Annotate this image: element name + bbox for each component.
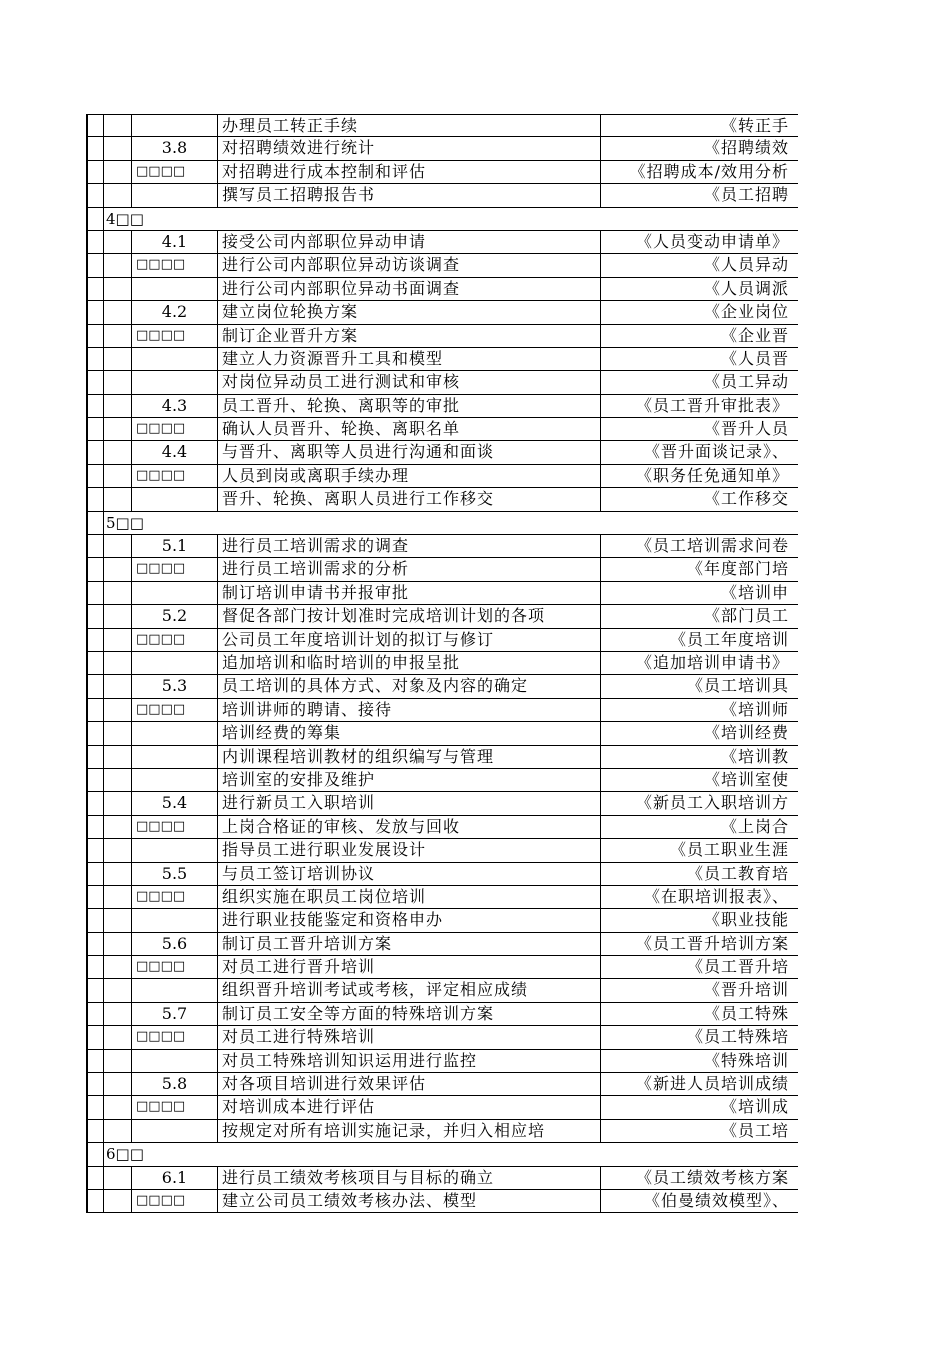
section-label: 5□□: [106, 513, 144, 532]
item-number: [132, 909, 218, 931]
cell-margin: [86, 1003, 104, 1025]
cell-margin: [86, 863, 104, 885]
task-description: 晋升、轮换、离职人员进行工作移交: [218, 488, 601, 510]
task-description: 接受公司内部职位异动申请: [218, 231, 601, 253]
item-number: [132, 746, 218, 768]
document-name: 《新员工入职培训方: [635, 793, 789, 813]
task-description: 对培训成本进行评估: [218, 1096, 601, 1118]
cell-margin: [86, 1167, 104, 1189]
cell-margin: [86, 1190, 104, 1212]
cell-margin: [86, 115, 104, 136]
item-number: □□□□: [132, 161, 218, 183]
table-row: [86, 114, 798, 137]
cell-blank: [104, 371, 132, 393]
task-description: 建立岗位轮换方案: [218, 301, 601, 323]
item-number: □□□□: [132, 325, 218, 347]
table-row: [86, 395, 798, 418]
cell-blank: [104, 933, 132, 955]
cell-blank: [104, 1073, 132, 1095]
table-row: [86, 161, 798, 184]
table-row: [86, 1050, 798, 1073]
table-row: [86, 605, 798, 628]
document-name: 《招聘绩效: [703, 138, 789, 158]
table-row: [86, 1120, 798, 1143]
cell-blank: [104, 863, 132, 885]
cell-blank: [104, 535, 132, 557]
cell-margin: [86, 441, 104, 463]
item-number: 5.2: [132, 605, 218, 627]
cell-margin: [86, 1096, 104, 1118]
item-number: [132, 1050, 218, 1072]
table-row: [86, 1026, 798, 1049]
task-description: 培训经费的筹集: [218, 722, 601, 744]
task-description: 制订员工安全等方面的特殊培训方案: [218, 1003, 601, 1025]
document-name: 《员工年度培训: [669, 629, 789, 649]
cell-blank: [104, 792, 132, 814]
item-number: □□□□: [132, 956, 218, 978]
task-description: 进行公司内部职位异动书面调查: [218, 278, 601, 300]
task-description: 进行员工培训需求的调查: [218, 535, 601, 557]
table-row: [86, 325, 798, 348]
cell-blank: [104, 1050, 132, 1072]
document-name: 《培训成: [720, 1097, 789, 1117]
cell-margin: [86, 746, 104, 768]
task-description: 组织实施在职员工岗位培训: [218, 886, 601, 908]
item-number: [132, 979, 218, 1001]
item-number: [132, 348, 218, 370]
task-description: 内训课程培训教材的组织编写与管理: [218, 746, 601, 768]
cell-blank: [104, 979, 132, 1001]
document-name: 《转正手: [720, 116, 789, 135]
table-row: [86, 301, 798, 324]
document-name: 《员工特殊培: [686, 1027, 789, 1047]
cell-blank: [104, 1096, 132, 1118]
item-number: [132, 488, 218, 510]
item-number: [132, 582, 218, 604]
cell-margin: [86, 886, 104, 908]
document-name: 《晋升面谈记录》、: [643, 442, 789, 462]
cell-margin: [86, 137, 104, 159]
document-name: 《培训师: [720, 699, 789, 719]
table-row: [86, 278, 798, 301]
table-row: [86, 254, 798, 277]
task-description: 与晋升、离职等人员进行沟通和面谈: [218, 441, 601, 463]
cell-blank: [104, 231, 132, 253]
document-name: 《伯曼绩效模型》、: [643, 1190, 789, 1210]
cell-blank: [104, 418, 132, 440]
task-description: 上岗合格证的审核、发放与回收: [218, 816, 601, 838]
cell-blank: [104, 325, 132, 347]
document-name: 《员工异动: [703, 372, 789, 392]
task-description: 对各项目培训进行效果评估: [218, 1073, 601, 1095]
task-description: 与员工签订培训协议: [218, 863, 601, 885]
table-row: [86, 956, 798, 979]
document-name: 《员工晋升培训方案: [635, 933, 789, 953]
cell-blank: [104, 137, 132, 159]
table-row: [86, 675, 798, 698]
document-name: 《培训经费: [703, 723, 789, 743]
task-description: 组织晋升培训考试或考核，评定相应成绩: [218, 979, 601, 1001]
item-number: 6.1: [132, 1167, 218, 1189]
item-number: [132, 652, 218, 674]
table-row: [86, 979, 798, 1002]
cell-blank: [104, 582, 132, 604]
document-name: 《人员变动申请单》: [635, 231, 789, 251]
cell-margin: [86, 395, 104, 417]
cell-blank: [104, 746, 132, 768]
cell-blank: [104, 278, 132, 300]
cell-blank: [104, 722, 132, 744]
cell-margin: [86, 909, 104, 931]
table-row: [86, 418, 798, 441]
cell-blank: [104, 395, 132, 417]
task-description: 对员工进行特殊培训: [218, 1026, 601, 1048]
item-number: 5.8: [132, 1073, 218, 1095]
item-number: [132, 722, 218, 744]
document-name: 《员工培训需求问卷: [635, 536, 789, 556]
table-row: [86, 839, 798, 862]
table-row: [86, 231, 798, 254]
cell-margin: [86, 465, 104, 487]
document-name: 《人员晋: [720, 348, 789, 368]
task-description: 按规定对所有培训实施记录，并归入相应培: [218, 1120, 601, 1142]
cell-margin: [86, 512, 104, 534]
cell-margin: [86, 933, 104, 955]
table-row: [86, 1096, 798, 1119]
table-row: [86, 652, 798, 675]
section-row: [86, 1143, 798, 1166]
item-number: [132, 184, 218, 206]
table-row: [86, 863, 798, 886]
task-description: 办理员工转正手续: [218, 115, 601, 136]
item-number: □□□□: [132, 465, 218, 487]
cell-margin: [86, 558, 104, 580]
table-row: [86, 933, 798, 956]
task-description: 培训讲师的聘请、接待: [218, 699, 601, 721]
cell-blank: [104, 465, 132, 487]
cell-margin: [86, 816, 104, 838]
task-description: 对岗位异动员工进行测试和审核: [218, 371, 601, 393]
task-description: 培训室的安排及维护: [218, 769, 601, 791]
item-number: 5.1: [132, 535, 218, 557]
cell-blank: [104, 161, 132, 183]
task-description: 确认人员晋升、轮换、离职名单: [218, 418, 601, 440]
document-name: 《年度部门培: [686, 559, 789, 579]
item-number: 3.8: [132, 137, 218, 159]
cell-margin: [86, 184, 104, 206]
table-row: [86, 488, 798, 511]
table-row: [86, 1073, 798, 1096]
table-row: [86, 371, 798, 394]
document-name: 《晋升人员: [703, 419, 789, 439]
cell-blank: [104, 956, 132, 978]
cell-blank: [104, 441, 132, 463]
task-description: 人员到岗或离职手续办理: [218, 465, 601, 487]
cell-margin: [86, 722, 104, 744]
document-name: 《人员调派: [703, 278, 789, 298]
cell-margin: [86, 161, 104, 183]
cell-blank: [104, 254, 132, 276]
table-row: [86, 722, 798, 745]
cell-margin: [86, 769, 104, 791]
item-number: [132, 1120, 218, 1142]
table-row: [86, 909, 798, 932]
task-description: 建立人力资源晋升工具和模型: [218, 348, 601, 370]
cell-margin: [86, 605, 104, 627]
document-name: 《员工招聘: [703, 185, 789, 205]
table-row: [86, 137, 798, 160]
task-table: [86, 114, 798, 1213]
item-number: [132, 839, 218, 861]
task-description: 员工晋升、轮换、离职等的审批: [218, 395, 601, 417]
item-number: [132, 115, 218, 136]
cell-blank: [104, 909, 132, 931]
item-number: 5.7: [132, 1003, 218, 1025]
cell-blank: [104, 115, 132, 136]
cell-blank: [104, 1167, 132, 1189]
item-number: □□□□: [132, 558, 218, 580]
table-row: [86, 792, 798, 815]
cell-margin: [86, 488, 104, 510]
cell-blank: [104, 605, 132, 627]
document-name: 《培训申: [720, 582, 789, 602]
section-row: [86, 208, 798, 231]
cell-blank: [104, 558, 132, 580]
table-row: [86, 441, 798, 464]
cell-margin: [86, 652, 104, 674]
item-number: 4.1: [132, 231, 218, 253]
cell-margin: [86, 1026, 104, 1048]
table-row: [86, 699, 798, 722]
document-name: 《人员异动: [703, 255, 789, 275]
cell-margin: [86, 1073, 104, 1095]
document-name: 《在职培训报表》、: [643, 886, 789, 906]
cell-blank: [104, 488, 132, 510]
item-number: □□□□: [132, 1096, 218, 1118]
cell-margin: [86, 371, 104, 393]
table-row: [86, 746, 798, 769]
cell-blank: [104, 348, 132, 370]
document-name: 《员工绩效考核方案: [635, 1167, 789, 1187]
document-name: 《培训教: [720, 746, 789, 766]
cell-margin: [86, 629, 104, 651]
document-name: 《员工特殊: [703, 1003, 789, 1023]
document-name: 《晋升培训: [703, 980, 789, 1000]
task-description: 对员工特殊培训知识运用进行监控: [218, 1050, 601, 1072]
table-row: [86, 465, 798, 488]
item-number: □□□□: [132, 886, 218, 908]
task-description: 进行员工绩效考核项目与目标的确立: [218, 1167, 601, 1189]
table-row: [86, 629, 798, 652]
document-name: 《培训室使: [703, 769, 789, 789]
item-number: 5.4: [132, 792, 218, 814]
document-name: 《员工培: [720, 1120, 789, 1140]
cell-margin: [86, 348, 104, 370]
section-label: 4□□: [106, 209, 144, 228]
section-label: 6□□: [106, 1145, 144, 1164]
cell-blank: [104, 839, 132, 861]
cell-margin: [86, 582, 104, 604]
document-name: 《企业岗位: [703, 302, 789, 322]
cell-blank: [104, 886, 132, 908]
cell-margin: [86, 208, 104, 230]
item-number: □□□□: [132, 699, 218, 721]
table-row: [86, 1167, 798, 1190]
task-description: 制订企业晋升方案: [218, 325, 601, 347]
task-description: 进行员工培训需求的分析: [218, 558, 601, 580]
item-number: □□□□: [132, 629, 218, 651]
task-description: 制订员工晋升培训方案: [218, 933, 601, 955]
document-name: 《员工教育培: [686, 863, 789, 883]
cell-margin: [86, 301, 104, 323]
cell-blank: [104, 1026, 132, 1048]
document-name: 《部门员工: [703, 606, 789, 626]
table-row: [86, 348, 798, 371]
task-description: 进行新员工入职培训: [218, 792, 601, 814]
task-description: 对招聘绩效进行统计: [218, 137, 601, 159]
item-number: 4.3: [132, 395, 218, 417]
cell-blank: [104, 1190, 132, 1212]
document-name: 《上岗合: [720, 816, 789, 836]
cell-blank: [104, 301, 132, 323]
item-number: □□□□: [132, 816, 218, 838]
table-row: [86, 184, 798, 207]
document-name: 《员工培训具: [686, 676, 789, 696]
item-number: [132, 278, 218, 300]
document-name: 《职务任免通知单》: [635, 465, 789, 485]
cell-margin: [86, 278, 104, 300]
document-name: 《职业技能: [703, 910, 789, 930]
task-description: 建立公司员工绩效考核办法、模型: [218, 1190, 601, 1212]
task-description: 员工培训的具体方式、对象及内容的确定: [218, 675, 601, 697]
table-row: [86, 769, 798, 792]
item-number: [132, 371, 218, 393]
table-row: [86, 816, 798, 839]
cell-blank: [104, 816, 132, 838]
cell-margin: [86, 1143, 104, 1165]
cell-margin: [86, 839, 104, 861]
cell-margin: [86, 1050, 104, 1072]
table-row: [86, 886, 798, 909]
task-description: 指导员工进行职业发展设计: [218, 839, 601, 861]
cell-margin: [86, 325, 104, 347]
table-row: [86, 1190, 798, 1213]
task-description: 进行公司内部职位异动访谈调查: [218, 254, 601, 276]
task-description: 撰写员工招聘报告书: [218, 184, 601, 206]
task-description: 对招聘进行成本控制和评估: [218, 161, 601, 183]
cell-margin: [86, 254, 104, 276]
item-number: 4.2: [132, 301, 218, 323]
cell-margin: [86, 699, 104, 721]
item-number: □□□□: [132, 1026, 218, 1048]
cell-margin: [86, 231, 104, 253]
item-number: [132, 769, 218, 791]
task-description: 督促各部门按计划准时完成培训计划的各项: [218, 605, 601, 627]
cell-blank: [104, 1003, 132, 1025]
document-name: 《新进人员培训成绩: [635, 1074, 789, 1094]
document-name: 《员工晋升审批表》: [635, 395, 789, 415]
cell-blank: [104, 652, 132, 674]
cell-blank: [104, 699, 132, 721]
task-description: 进行职业技能鉴定和资格申办: [218, 909, 601, 931]
table-row: [86, 1003, 798, 1026]
task-description: 公司员工年度培训计划的拟订与修订: [218, 629, 601, 651]
cell-margin: [86, 1120, 104, 1142]
cell-margin: [86, 792, 104, 814]
cell-blank: [104, 1120, 132, 1142]
task-description: 对员工进行晋升培训: [218, 956, 601, 978]
document-name: 《员工职业生涯: [669, 840, 789, 860]
task-description: 制订培训申请书并报审批: [218, 582, 601, 604]
cell-blank: [104, 769, 132, 791]
item-number: 5.5: [132, 863, 218, 885]
cell-blank: [104, 184, 132, 206]
document-name: 《企业晋: [720, 325, 789, 345]
item-number: □□□□: [132, 418, 218, 440]
document-name: 《工作移交: [703, 489, 789, 509]
cell-blank: [104, 675, 132, 697]
table-row: [86, 535, 798, 558]
table-row: [86, 582, 798, 605]
cell-margin: [86, 979, 104, 1001]
item-number: □□□□: [132, 1190, 218, 1212]
table-row: [86, 558, 798, 581]
document-name: 《追加培训申请书》: [635, 652, 789, 672]
item-number: 5.6: [132, 933, 218, 955]
document-name: 《招聘成本/效用分析: [629, 161, 789, 181]
item-number: 5.3: [132, 675, 218, 697]
section-row: [86, 512, 798, 535]
document-name: 《特殊培训: [703, 1050, 789, 1070]
task-description: 追加培训和临时培训的申报呈批: [218, 652, 601, 674]
cell-margin: [86, 418, 104, 440]
cell-margin: [86, 535, 104, 557]
cell-blank: [104, 629, 132, 651]
item-number: 4.4: [132, 441, 218, 463]
item-number: □□□□: [132, 254, 218, 276]
cell-margin: [86, 956, 104, 978]
cell-margin: [86, 675, 104, 697]
document-name: 《员工晋升培: [686, 957, 789, 977]
